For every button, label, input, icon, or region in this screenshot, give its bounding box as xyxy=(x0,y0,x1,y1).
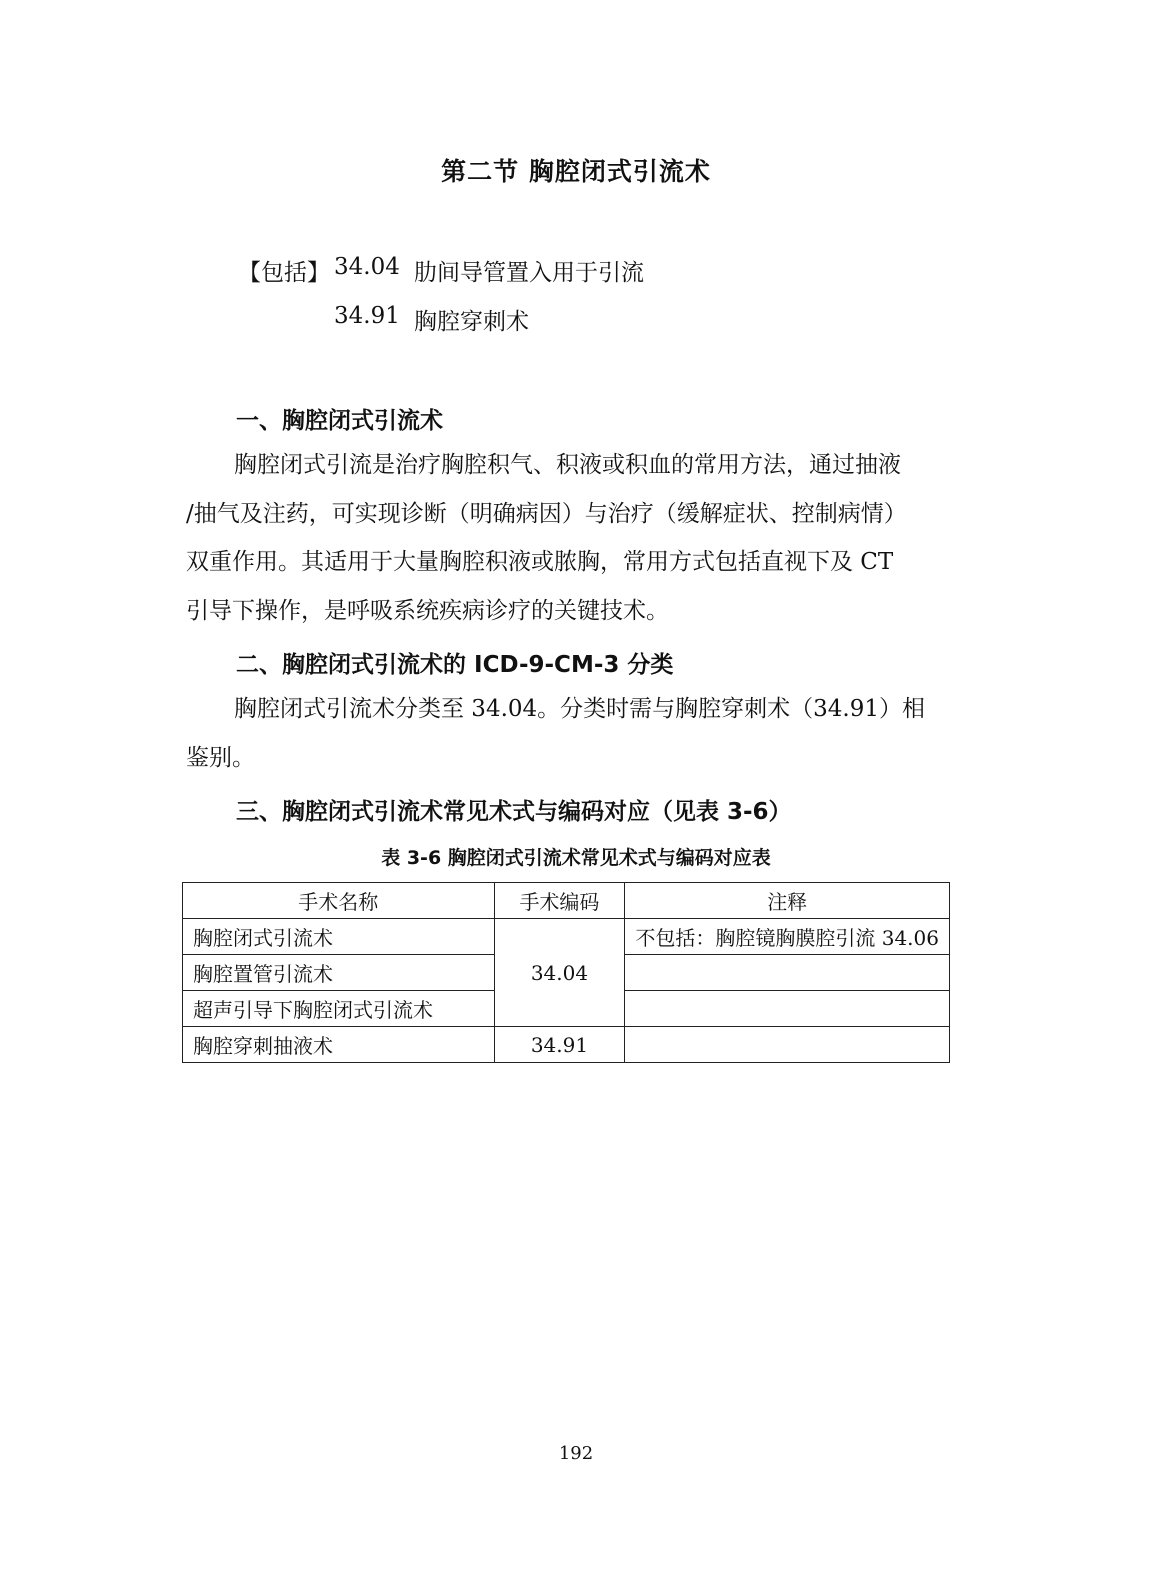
heading-mapping: 三、胸腔闭式引流术常见术式与编码对应（见表 3-6） xyxy=(236,799,792,825)
header-procedure-name: 手术名称 xyxy=(183,883,495,919)
note-cell xyxy=(625,1027,950,1063)
include-name-1: 肋间导管置入用于引流 xyxy=(414,260,644,286)
table-header-row xyxy=(183,883,950,919)
procedure-name-cell: 胸腔置管引流术 xyxy=(183,955,495,991)
heading-overview: 一、胸腔闭式引流术 xyxy=(236,408,443,434)
paragraph-line: 胸腔闭式引流术分类至 34.04。分类时需与胸腔穿刺术（34.91）相 xyxy=(234,696,925,722)
include-name-2: 胸腔穿刺术 xyxy=(414,309,529,335)
note-cell xyxy=(625,991,950,1027)
procedure-name-cell: 超声引导下胸腔闭式引流术 xyxy=(183,991,495,1027)
include-code-1: 34.04 xyxy=(334,254,400,280)
include-code-2: 34.91 xyxy=(334,303,400,329)
paragraph-line: 引导下操作，是呼吸系统疾病诊疗的关键技术。 xyxy=(186,597,669,624)
procedure-code-cell: 34.91 xyxy=(494,1027,625,1063)
paragraph-line: 双重作用。其适用于大量胸腔积液或脓胸，常用方式包括直视下及 CT xyxy=(186,549,894,575)
section-title: 第二节 胸腔闭式引流术 xyxy=(441,157,711,186)
includes-label: 【包括】 xyxy=(238,260,330,286)
header-notes: 注释 xyxy=(625,883,950,919)
page-number: 192 xyxy=(558,1443,594,1464)
paragraph-line: 胸腔闭式引流是治疗胸腔积气、积液或积血的常用方法，通过抽液 xyxy=(234,452,901,478)
heading-classification: 二、胸腔闭式引流术的 ICD-9-CM-3 分类 xyxy=(236,652,674,678)
procedure-code-cell: 34.04 xyxy=(494,919,625,1027)
table-caption: 表 3-6 胸腔闭式引流术常见术式与编码对应表 xyxy=(381,847,771,869)
paragraph-classification xyxy=(186,685,925,782)
code-mapping-table xyxy=(182,882,950,1063)
paragraph-line: /抽气及注药，可实现诊断（明确病因）与治疗（缓解症状、控制病情） xyxy=(186,500,907,527)
procedure-name-cell: 胸腔穿刺抽液术 xyxy=(183,1027,495,1063)
note-cell: 不包括：胸腔镜胸膜腔引流 34.06 xyxy=(625,919,950,955)
paragraph-overview xyxy=(186,441,907,635)
paragraph-line: 鉴别。 xyxy=(186,744,255,771)
note-cell xyxy=(625,955,950,991)
table-row xyxy=(183,1027,950,1063)
header-procedure-code: 手术编码 xyxy=(494,883,625,919)
procedure-name-cell: 胸腔闭式引流术 xyxy=(183,919,495,955)
table-row xyxy=(183,919,950,955)
